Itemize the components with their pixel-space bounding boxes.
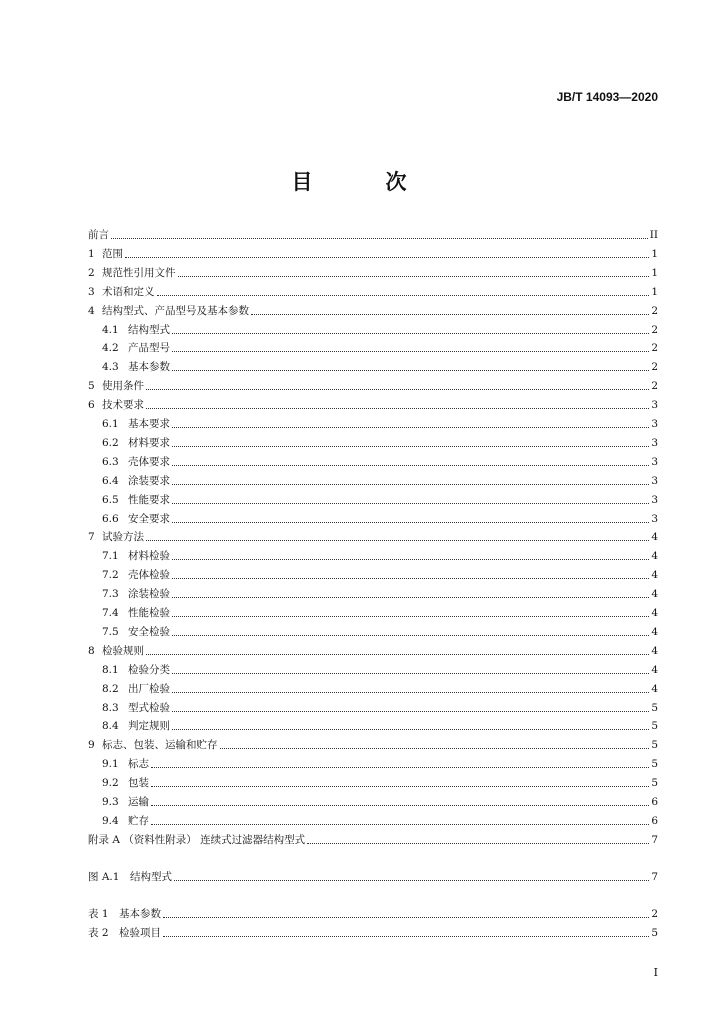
toc-entry-title: 基本要求: [128, 418, 170, 430]
toc-leader-dots: [151, 804, 649, 806]
toc-entry-page: 5: [651, 777, 658, 790]
toc-entry[interactable]: [88, 265, 658, 281]
toc-entry-title: 壳体要求: [128, 455, 170, 468]
toc-entry[interactable]: [102, 416, 658, 432]
toc-entry-number: 8.3: [102, 701, 119, 714]
toc-entry-page: 1: [651, 247, 658, 260]
toc-entry-number: 9.2: [102, 777, 119, 790]
toc-entry-title: 结构型式、产品型号及基本参数: [102, 304, 249, 317]
toc-entry-page: 5: [651, 926, 658, 939]
toc-entry-title: 规范性引用文件: [102, 266, 176, 279]
toc-entry-title: 判定规则: [128, 720, 170, 733]
toc-entry[interactable]: [102, 322, 658, 338]
toc-entry-number: 3: [88, 285, 95, 298]
toc-leader-dots: [172, 634, 649, 636]
toc-entry-title: 技术要求: [102, 399, 144, 412]
toc-entry[interactable]: [102, 548, 658, 564]
toc-entry-title: 表 2 检验项目: [88, 926, 162, 939]
toc-entry-page: 5: [651, 701, 658, 714]
toc-entry-title: 涂装检验: [128, 588, 170, 601]
toc-entry[interactable]: [102, 775, 658, 791]
toc-entry[interactable]: [102, 586, 658, 602]
toc-entry[interactable]: [88, 397, 658, 413]
toc-entry-title: 出厂检验: [128, 682, 170, 695]
toc-entry-number: 4.3: [102, 361, 119, 374]
toc-entry-number: 7.4: [102, 607, 119, 619]
toc-entry[interactable]: [88, 925, 658, 941]
toc-entry-page: 5: [651, 758, 658, 771]
toc-leader-dots: [146, 653, 649, 655]
toc-entry-number: 6.2: [102, 436, 119, 449]
standard-number: JB/T 14093—2020: [556, 90, 658, 104]
toc-entry-title: 图 A.1 结构型式: [88, 870, 172, 883]
toc-entry-page: 3: [651, 493, 658, 506]
toc-entry[interactable]: [102, 624, 658, 640]
toc-leader-dots: [163, 935, 649, 937]
toc-entry-title: 安全检验: [128, 625, 170, 638]
toc-entry-title: 术语和定义: [102, 285, 155, 298]
toc-leader-dots: [172, 728, 649, 730]
toc-entry[interactable]: [102, 454, 658, 470]
toc-entry-title: 使用条件: [102, 380, 144, 393]
toc-entry[interactable]: [102, 359, 658, 375]
toc-entry[interactable]: [102, 794, 658, 810]
toc-entry[interactable]: [102, 473, 658, 489]
toc-entry-page: 7: [651, 833, 658, 846]
toc-leader-dots: [178, 275, 650, 277]
toc-leader-dots: [172, 502, 649, 504]
toc-entry-page: 4: [651, 607, 658, 619]
toc-entry[interactable]: [102, 813, 658, 829]
toc-leader-dots: [111, 237, 648, 239]
toc-entry-page: 2: [651, 380, 658, 393]
toc-leader-dots: [172, 426, 649, 428]
toc-entry-number: 7.1: [102, 550, 119, 563]
toc-entry-page: 3: [651, 436, 658, 449]
toc-entry-number: 6: [88, 399, 95, 412]
toc-leader-dots: [163, 916, 649, 918]
toc-entry-page: 5: [651, 739, 658, 752]
toc-entry-number: 2: [88, 266, 95, 279]
toc-entry-number: 7.3: [102, 588, 119, 601]
toc-entry[interactable]: [102, 700, 658, 716]
toc-entry-page: 6: [651, 796, 658, 808]
toc-entry-number: 5: [88, 380, 95, 393]
toc-entry-page: 6: [651, 814, 658, 827]
toc-leader-dots: [172, 577, 649, 579]
toc-entry[interactable]: [102, 718, 658, 734]
toc-entry-page: 4: [651, 644, 658, 657]
toc-entry[interactable]: [102, 681, 658, 697]
toc-entry-page: 4: [651, 550, 658, 563]
toc-leader-dots: [157, 294, 650, 296]
toc-entry-page: 4: [651, 588, 658, 601]
toc-entry-page: 3: [651, 399, 658, 412]
toc-entry[interactable]: [88, 643, 658, 659]
toc-entry[interactable]: [88, 378, 658, 394]
toc-entry[interactable]: [88, 284, 658, 300]
toc-entry-number: 9: [88, 739, 95, 752]
toc-entry-page: 3: [651, 474, 658, 487]
toc-entry-title: 检验规则: [102, 644, 144, 657]
toc-leader-dots: [172, 710, 649, 712]
toc-leader-dots: [151, 823, 649, 825]
toc-entry-title: 结构型式: [128, 323, 170, 336]
toc-entry-page: 2: [651, 304, 658, 317]
toc-entry-title: 安全要求: [128, 512, 170, 525]
toc-entry[interactable]: [88, 832, 658, 848]
toc-entry-number: 4.2: [102, 342, 119, 355]
toc-entry-page: II: [649, 229, 658, 241]
toc-entry-title: 材料要求: [128, 436, 170, 449]
toc-entry-page: 3: [651, 418, 658, 430]
toc-entry-number: 1: [88, 247, 95, 260]
toc-entry-page: 4: [651, 663, 658, 676]
toc-entry-title: 壳体检验: [128, 569, 170, 582]
toc-entry-title: 检验分类: [128, 663, 170, 676]
toc-leader-dots: [172, 615, 649, 617]
toc-entry-title: 型式检验: [128, 701, 170, 714]
toc-entry-page: 4: [651, 531, 658, 544]
toc-entry-page: 7: [651, 870, 658, 883]
toc-entry[interactable]: [102, 662, 658, 678]
toc-entry[interactable]: [88, 246, 658, 262]
toc-entry-page: 2: [651, 342, 658, 355]
toc-leader-dots: [146, 388, 649, 390]
toc-leader-dots: [174, 879, 649, 881]
toc-entry[interactable]: [102, 756, 658, 772]
toc-leader-dots: [172, 672, 649, 674]
toc-entry-number: 9.3: [102, 796, 119, 808]
toc-entry-title: 表 1 基本参数: [88, 907, 162, 920]
toc-entry-title: 性能要求: [128, 493, 170, 506]
toc-entry-number: 9.4: [102, 814, 119, 827]
toc-entry-title: 附录 A （资料性附录） 连续式过滤器结构型式: [88, 833, 306, 846]
toc-entry-title: 性能检验: [128, 607, 170, 619]
toc-entry-number: 7: [88, 531, 95, 544]
toc-entry-title: 贮存: [128, 814, 149, 827]
toc-entry-number: 8.2: [102, 682, 119, 695]
toc-entry-title: 标志、包装、运输和贮存: [102, 739, 218, 752]
toc-entry-title: 基本参数: [128, 361, 170, 374]
toc-entry[interactable]: [88, 303, 658, 319]
toc-entry-page: 5: [651, 720, 658, 733]
toc-entry-number: 6.6: [102, 512, 119, 525]
toc-entry-number: 7.5: [102, 625, 119, 638]
toc-entry-page: 2: [651, 907, 658, 920]
toc-entry-page: 1: [651, 285, 658, 298]
toc-entry[interactable]: [88, 869, 658, 885]
toc-entry-number: 8.1: [102, 663, 119, 676]
toc-leader-dots: [151, 766, 649, 768]
toc-leader-dots: [172, 521, 649, 523]
toc-leader-dots: [146, 539, 649, 541]
toc-entry-number: 8.4: [102, 720, 119, 733]
toc-entry-number: 8: [88, 644, 95, 657]
toc-entry-number: 6.5: [102, 493, 119, 506]
toc-entry-title: 运输: [128, 796, 149, 808]
toc-entry-title: 产品型号: [128, 342, 170, 355]
toc-leader-dots: [251, 313, 649, 315]
toc-leader-dots: [172, 596, 649, 598]
toc-entry-title: 包装: [128, 777, 149, 790]
toc-entry-title: 范围: [102, 247, 123, 260]
toc-entry[interactable]: [102, 492, 658, 508]
toc-entry-title: 涂装要求: [128, 474, 170, 487]
toc-entry[interactable]: [102, 567, 658, 583]
toc-entry-title: 前言: [88, 229, 109, 241]
toc-entry-title: 材料检验: [128, 550, 170, 563]
toc-leader-dots: [172, 483, 649, 485]
toc-leader-dots: [172, 369, 649, 371]
toc-leader-dots: [172, 691, 649, 693]
toc-entry-page: 4: [651, 625, 658, 638]
toc-entry-title: 标志: [128, 758, 149, 771]
toc-entry-page: 1: [651, 266, 658, 279]
toc-leader-dots: [172, 464, 649, 466]
toc-leader-dots: [151, 785, 649, 787]
toc-leader-dots: [125, 256, 649, 258]
toc-entry-page: 4: [651, 682, 658, 695]
toc-entry[interactable]: [88, 737, 658, 753]
toc-entry-number: 9.1: [102, 758, 119, 771]
toc-entry-number: 6.1: [102, 418, 119, 430]
page-title: 目 次: [291, 170, 433, 194]
toc-leader-dots: [172, 332, 649, 334]
toc-leader-dots: [146, 407, 649, 409]
toc-leader-dots: [172, 350, 649, 352]
toc-entry-page: 3: [651, 512, 658, 525]
toc-leader-dots: [172, 445, 649, 447]
toc-entry[interactable]: [88, 227, 658, 243]
toc-entry[interactable]: [102, 340, 658, 356]
toc-entry-title: 试验方法: [102, 531, 144, 544]
toc-entry-number: 7.2: [102, 569, 119, 582]
toc-entry[interactable]: [102, 435, 658, 451]
toc-leader-dots: [307, 842, 649, 844]
toc-leader-dots: [172, 558, 649, 560]
toc-entry-page: 2: [651, 323, 658, 336]
toc-entry[interactable]: [102, 605, 658, 621]
toc-leader-dots: [220, 747, 650, 749]
toc-entry-number: 4.1: [102, 323, 119, 336]
toc-entry-page: 4: [651, 569, 658, 582]
toc-entry-number: 6.3: [102, 455, 119, 468]
page-number: I: [653, 966, 658, 979]
toc-entry-number: 6.4: [102, 474, 119, 487]
toc-entry[interactable]: [88, 906, 658, 922]
toc-entry-page: 2: [651, 361, 658, 374]
toc-entry[interactable]: [88, 529, 658, 545]
toc-entry[interactable]: [102, 511, 658, 527]
toc-entry-page: 3: [651, 455, 658, 468]
toc-entry-number: 4: [88, 304, 95, 317]
